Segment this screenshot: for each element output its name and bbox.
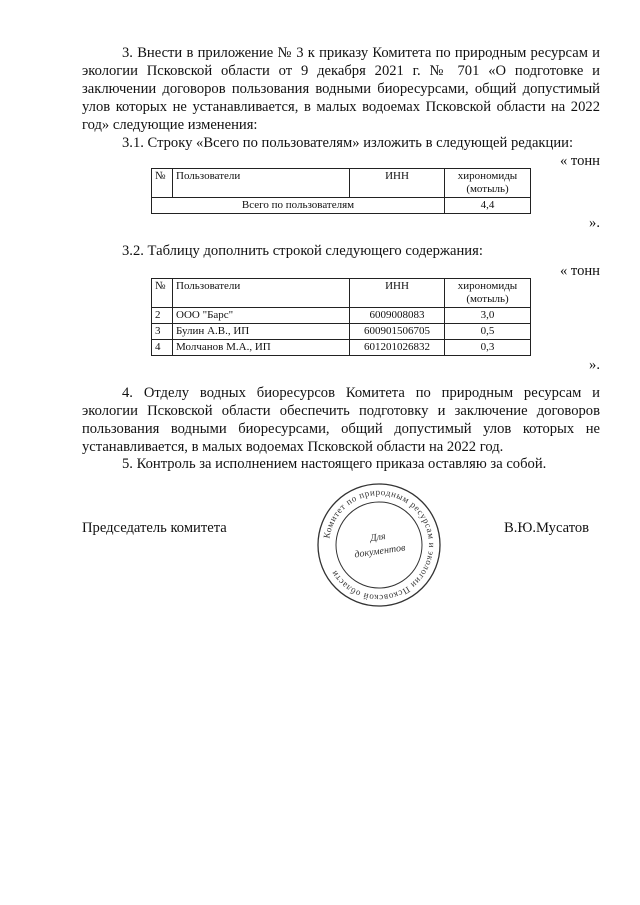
- paragraph-4: 4. Отделу водных биоресурсов Комитета по природным ресурсам и экологии Псковской области обеспечить подготовку и заключение договоров пользования водными биоресурсами, общий допустимый улов которых не устанавливается, в малых водоемах Псковской области на 2022 год.: [82, 385, 600, 455]
- col-species-header: [445, 279, 531, 308]
- unit-label-2: « тонн: [559, 263, 600, 279]
- paragraph-5: 5. Контроль за исполнением настоящего приказа оставляю за собой.: [122, 456, 547, 472]
- col-species-header: [445, 169, 531, 198]
- col-users-header: Пользователи: [173, 279, 350, 308]
- closing-mark-1: ».: [589, 215, 600, 231]
- table-row: [152, 198, 531, 214]
- table-header-row: [152, 169, 531, 198]
- col-no-header: №: [152, 169, 173, 198]
- table-additions: [151, 278, 531, 356]
- signature-title: Председатель комитета: [82, 520, 227, 536]
- table-header-row: [152, 279, 531, 308]
- paragraph-3-1: 3.1. Строку «Всего по пользователям» изложить в следующей редакции:: [122, 135, 574, 151]
- stamp-center-line1: Для: [369, 531, 387, 545]
- closing-mark-2: ».: [589, 357, 600, 373]
- row-value: 3,0: [445, 308, 531, 324]
- row-inn: 6009008083: [350, 308, 445, 324]
- col-species-line1: хирономиды: [457, 170, 518, 182]
- row-name: ООО "Барс": [173, 308, 350, 324]
- paragraph-3: 3. Внести в приложение № 3 к приказу Комитета по природным ресурсам и экологии Псковской области от 9 декабря 2021 г. № 701 «О подготовке и заключении договоров пользования водными биоресурсами, общий допустимый улов которых не устанавливается, в малых водоемах Псковской области на 2022 год» следующие изменения:: [82, 45, 600, 133]
- row-no: 4: [152, 340, 173, 356]
- col-species-line2: (мотыль): [466, 293, 509, 305]
- row-no: 2: [152, 308, 173, 324]
- col-species-line2: (мотыль): [466, 183, 509, 195]
- unit-label-1: « тонн: [559, 153, 600, 169]
- col-no-header: №: [152, 279, 173, 308]
- row-name: Булин А.В., ИП: [173, 324, 350, 340]
- row-inn: 601201026832: [350, 340, 445, 356]
- table-row: [152, 308, 531, 324]
- table-row: [152, 340, 531, 356]
- stamp-center-line2: документов: [353, 542, 407, 561]
- row-value: 0,3: [445, 340, 531, 356]
- paragraph-3-2: 3.2. Таблицу дополнить строкой следующего содержания:: [122, 243, 483, 259]
- table-total: [151, 168, 531, 214]
- col-species-line1: хирономиды: [457, 280, 518, 292]
- total-label: Всего по пользователям: [152, 198, 445, 214]
- row-no: 3: [152, 324, 173, 340]
- row-value: 0,5: [445, 324, 531, 340]
- total-value: 4,4: [445, 198, 531, 214]
- stamp-outer-text: Комитет по природным ресурсам и экологии Псковской области: [321, 486, 438, 604]
- official-stamp: [314, 480, 444, 610]
- row-inn: 600901506705: [350, 324, 445, 340]
- col-inn-header: ИНН: [350, 279, 445, 308]
- signature-name: В.Ю.Мусатов: [504, 520, 590, 536]
- col-users-header: Пользователи: [173, 169, 350, 198]
- row-name: Молчанов М.А., ИП: [173, 340, 350, 356]
- table-row: [152, 324, 531, 340]
- col-inn-header: ИНН: [350, 169, 445, 198]
